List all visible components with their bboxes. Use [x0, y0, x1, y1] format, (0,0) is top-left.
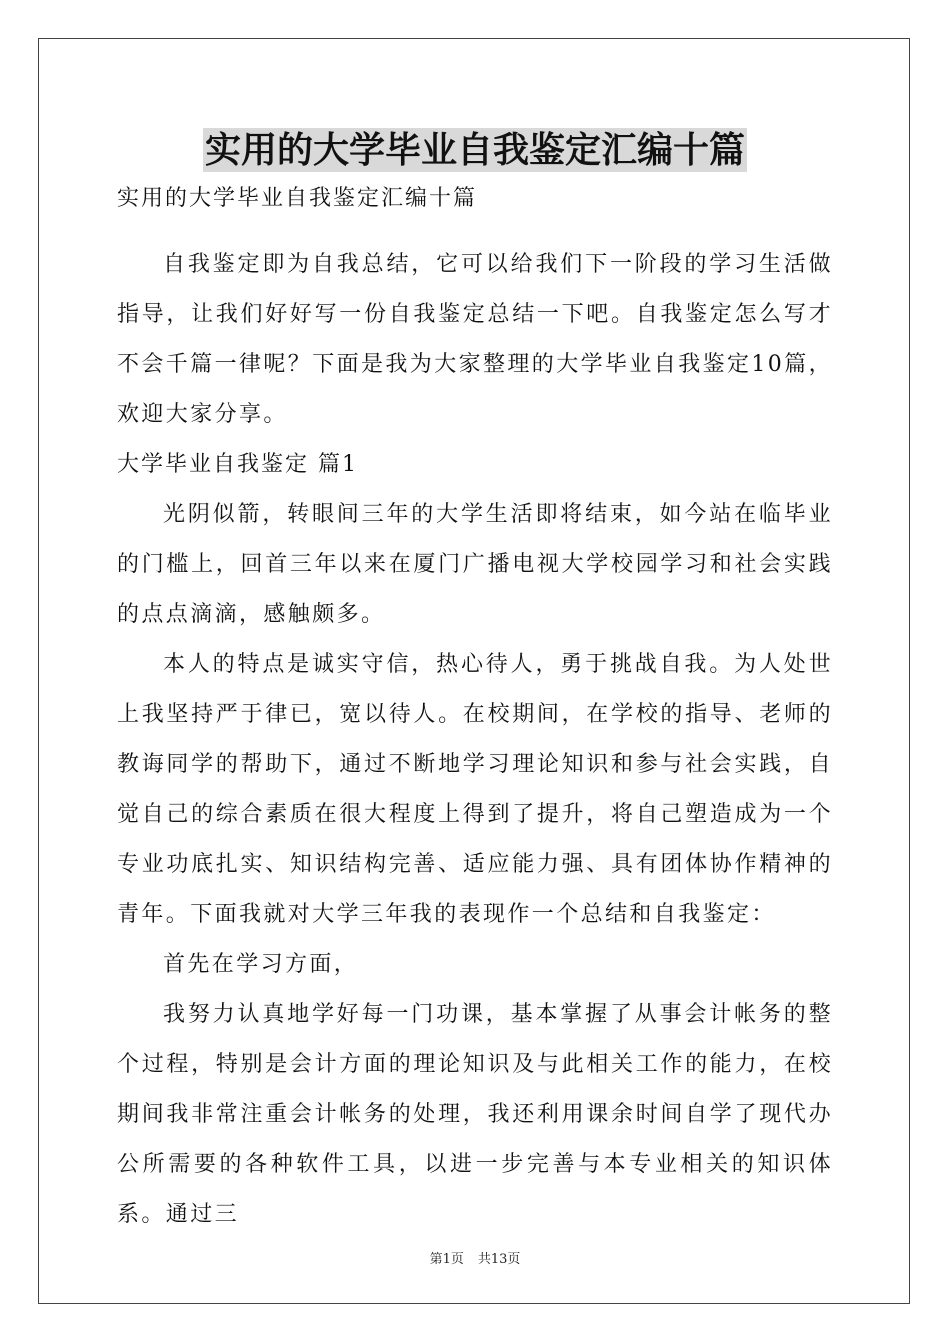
page-footer	[0, 1248, 950, 1267]
intro-paragraph: 自我鉴定即为自我总结，它可以给我们下一阶段的学习生活做指导，让我们好好写一份自我鉴定总结一下吧。自我鉴定怎么写才不会千篇一律呢？下面是我为大家整理的大学毕业自我鉴定10篇，欢迎大家分享。	[117, 252, 833, 427]
page-number: 第1页	[429, 1252, 464, 1267]
title-container	[0, 128, 950, 172]
body-paragraph-2: 本人的特点是诚实守信，热心待人，勇于挑战自我。为人处世上我坚持严于律已，宽以待人。在校期间，在学校的指导、老师的教诲同学的帮助下，通过不断地学习理论知识和参与社会实践，自觉自己的综合素质在很大程度上得到了提升，将自己塑造成为一个专业功底扎实、知识结构完善、适应能力强、具有团体协作精神的青年。下面我就对大学三年我的表现作一个总结和自我鉴定：	[117, 652, 833, 927]
section-heading: 大学毕业自我鉴定 篇1	[117, 452, 358, 477]
page-total: 共13页	[477, 1252, 521, 1267]
document-body	[117, 180, 833, 1240]
body-paragraph-4: 我努力认真地学好每一门功课，基本掌握了从事会计帐务的整个过程，特别是会计方面的理论知识及与此相关工作的能力，在校期间我非常注重会计帐务的处理，我还利用课余时间自学了现代办公所需要的各种软件工具，以进一步完善与本专业相关的知识体系。通过三	[117, 1002, 833, 1227]
body-paragraph-3: 首先在学习方面，	[163, 952, 359, 977]
body-paragraph-1: 光阴似箭，转眼间三年的大学生活即将结束，如今站在临毕业的门槛上，回首三年以来在厦门广播电视大学校园学习和社会实践的点点滴滴，感触颇多。	[117, 502, 833, 627]
document-subtitle: 实用的大学毕业自我鉴定汇编十篇	[117, 186, 478, 211]
document-title: 实用的大学毕业自我鉴定汇编十篇	[204, 129, 745, 171]
